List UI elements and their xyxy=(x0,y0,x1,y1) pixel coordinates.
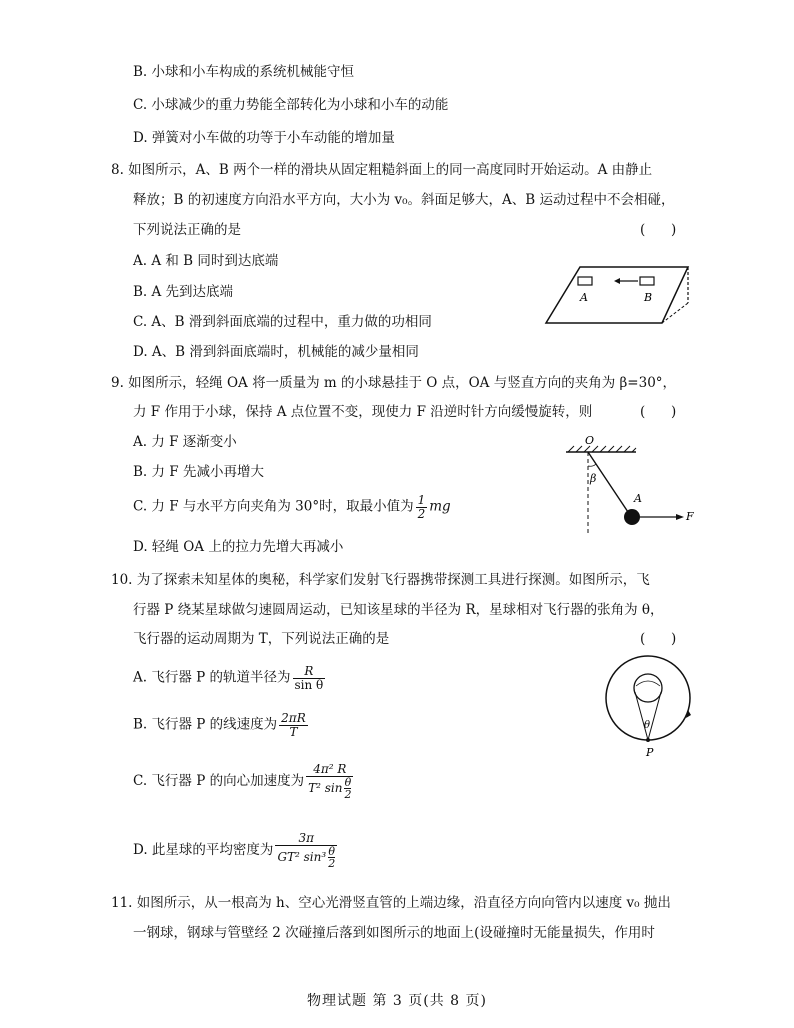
q11-stem-line1: 11. 如图所示，从一根高为 h、空心光滑竖直管的上端边缘，沿直径方向向管内以速度 v₀ 抛出 xyxy=(111,895,671,911)
tangent-line-right xyxy=(648,692,661,740)
ceiling-hatching xyxy=(568,446,636,452)
q10-stem-line1: 10. 为了探索未知星体的奥秘，科学家们发射飞行器携带探测工具进行探测。如图所示，飞 xyxy=(111,572,650,588)
q9-option-a: A. 力 F 逐渐变小 xyxy=(133,434,237,450)
q8-option-c: C. A、B 滑到斜面底端的过程中，重力做的功相同 xyxy=(133,314,432,330)
q10-b-fraction: $\frac{2\pi R}{T}$ xyxy=(281,711,306,739)
label-p: P xyxy=(646,746,654,759)
velocity-arrowhead xyxy=(614,278,620,284)
q8-stem-line1: 8. 如图所示，A、B 两个一样的滑块从固定粗糙斜面上的同一高度同时开始运动。A 由静止 xyxy=(111,162,653,178)
q10-stem-line2: 行器 P 绕某星球做匀速圆周运动，已知该星球的半径为 R，星球相对飞行器的张角为 θ， xyxy=(133,602,664,618)
q9-option-c: C. 力 F 与水平方向夹角为 30°时，取最小值为 $\frac{1}{2}$ mg xyxy=(133,493,451,521)
beta-arc xyxy=(588,464,596,466)
q10-option-b: B. 飞行器 P 的线速度为 $\frac{2\pi R}{T}$ xyxy=(133,711,306,739)
q7-option-b: B. 小球和小车构成的系统机械能守恒 xyxy=(133,64,355,80)
label-o: O xyxy=(585,436,595,447)
q9-option-d: D. 轻绳 OA 上的拉力先增大再减小 xyxy=(133,539,344,555)
ball xyxy=(624,509,640,525)
q10-stem-line3: 飞行器的运动周期为 T，下列说法正确的是 xyxy=(133,631,390,647)
curve-arrow xyxy=(636,681,660,686)
label-f: F xyxy=(686,510,694,523)
q9-stem-line1: 9. 如图所示，轻绳 OA 将一质量为 m 的小球悬挂于 O 点，OA 与竖直方向的夹角为 β=30°， xyxy=(111,375,677,391)
q8-answer-paren: ( ) xyxy=(640,222,677,238)
label-theta: θ xyxy=(644,720,651,731)
q8-option-b: B. A 先到达底端 xyxy=(133,284,234,300)
q9-option-b: B. 力 F 先减小再增大 xyxy=(133,464,264,480)
label-beta: β xyxy=(590,472,597,485)
q8-stem-line3: 下列说法正确的是 xyxy=(133,222,241,238)
planet-circle xyxy=(634,674,662,702)
q8-incline-figure xyxy=(540,255,700,335)
q7-option-c: C. 小球减少的重力势能全部转化为小球和小车的动能 xyxy=(133,97,449,113)
q11-stem-line2: 一钢球，钢球与管壁经 2 次碰撞后落到如图所示的地面上(设碰撞时无能量损失，作用时 xyxy=(133,925,655,941)
incline-surface xyxy=(546,267,688,323)
q10-a-fraction: $\frac{R}{\text{sin θ}}$ xyxy=(294,664,324,692)
label-a: A xyxy=(634,492,642,505)
q10-d-fraction: 3π GT² sin³ $\frac{\theta}{2}$ xyxy=(277,831,336,870)
q9-stem-line2: 力 F 作用于小球，保持 A 点位置不变，现使力 F 沿逆时针方向缓慢旋转，则 xyxy=(133,404,593,420)
label-a: A xyxy=(580,291,588,304)
q10-answer-paren: ( ) xyxy=(640,631,677,647)
label-b: B xyxy=(644,291,653,304)
block-b xyxy=(640,277,654,285)
q8-stem-line2: 释放；B 的初速度方向沿水平方向，大小为 v₀。斜面足够大，A、B 运动过程中不会相碰， xyxy=(133,192,675,208)
q10-c-fraction: 4π² R T² sin $\frac{\theta}{2}$ xyxy=(308,762,352,801)
q8-option-a: A. A 和 B 同时到达底端 xyxy=(133,253,279,269)
block-a xyxy=(578,277,592,285)
q10-option-a: A. 飞行器 P 的轨道半径为 $\frac{R}{\text{sin θ}}$ xyxy=(133,664,324,692)
page-footer: 物理试题 第 3 页(共 8 页) xyxy=(307,993,487,1009)
force-arrowhead xyxy=(676,514,684,520)
q10-option-d: D. 此星球的平均密度为 3π GT² sin³ $\frac{\theta}{2}$ xyxy=(133,831,336,870)
q9-pendulum-figure xyxy=(560,436,700,536)
q10-orbit-figure xyxy=(600,650,700,765)
q9-c-fraction: $\frac{1}{2}$ xyxy=(417,493,426,521)
q8-option-d: D. A、B 滑到斜面底端时，机械能的减少量相同 xyxy=(133,344,419,360)
craft-p xyxy=(646,738,650,742)
q10-option-c: C. 飞行器 P 的向心加速度为 4π² R T² sin $\frac{\theta}{2}$ xyxy=(133,762,352,801)
tangent-line-left xyxy=(635,692,651,740)
q9-answer-paren: ( ) xyxy=(640,404,677,420)
q7-option-d: D. 弹簧对小车做的功等于小车动能的增加量 xyxy=(133,130,395,146)
